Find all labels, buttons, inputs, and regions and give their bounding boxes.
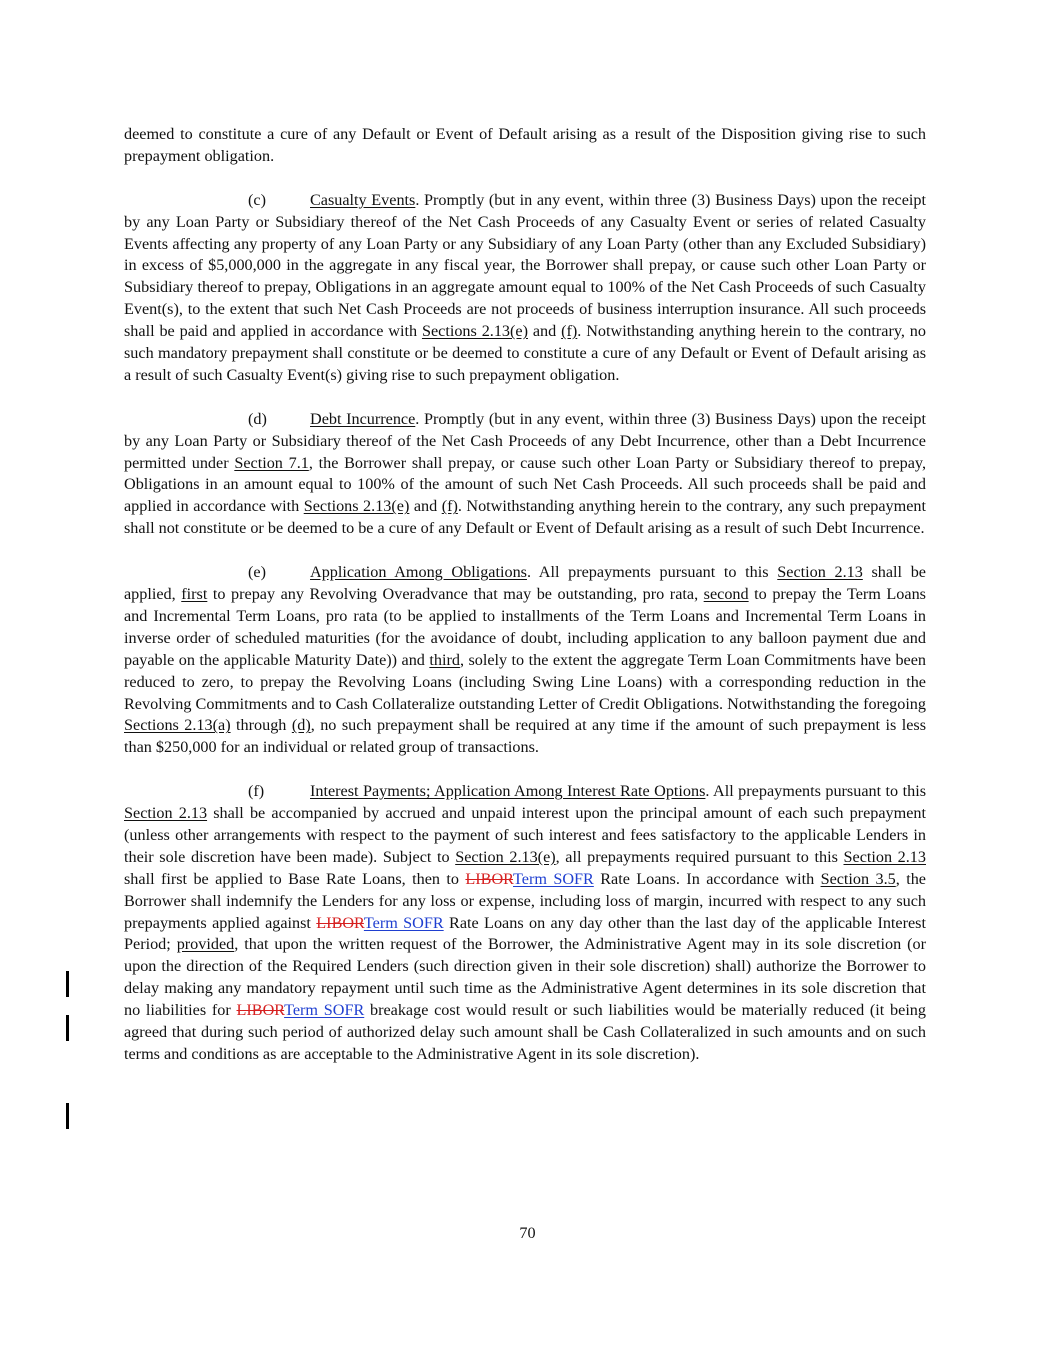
emphasis-second: second (703, 584, 749, 603)
xref-section: (f) (441, 497, 458, 516)
xref-section: Section 2.13 (843, 847, 926, 866)
paragraph-e: (e) Application Among Obligations. All prepayments pursuant to this Section 2.13 shall be applied, first to prepay any Revolving Overadvance that may be outstanding, pro rata, second to prepay the Term Loans and Incremental Term Loans, pro rata (to be applied to installments of the Term Loans and Incremental Term Loans in inverse order of scheduled maturities (for the avoidance of doubt, including application to any balloon payment due and payable on the applicable Maturity Date)) and third, solely to the extent the aggregate Term Loan Commitments have been reduced to zero, to prepay the Revolving Loans (including Swing Line Loans) with a corresponding reduction in the Revolving Commitments and to Cash Collateralize outstanding Letter of Credit Obligations. Notwithstanding the foregoing Sections 2.13(a) through (d), no such prepayment shall be required at any time if the amount of such prepayment is less than $250,000 for an individual or related group of transactions. (124, 563, 926, 757)
xref-section: Sections 2.13(e) (421, 322, 528, 341)
change-bar-3 (66, 1103, 69, 1129)
heading-application-among-obligations: Application Among Obligations (310, 563, 527, 582)
inserted-text: Term SOFR (513, 869, 594, 888)
paragraph-d: (d) Debt Incurrence. Promptly (but in any event, within three (3) Business Days) upon the receipt by any Loan Party or Subsidiary thereof of the Net Cash Proceeds of any Debt Incurrence, other than a Debt Incurrence permitted under Section 7.1, the Borrower shall prepay, or cause such other Loan Party or Subsidiary thereof to prepay, Obligations in an amount equal to 100% of the amount of such Net Cash Proceeds. All such proceeds shall be paid and applied in accordance with Sections 2.13(e) and (f). Notwithstanding anything herein to the contrary, any such prepayment shall not constitute or be deemed to be a cure of any Default or Event of Default arising as a result of such Debt Incurrence. (124, 409, 927, 538)
inserted-text: Term SOFR (284, 1001, 365, 1020)
change-bar-1 (66, 971, 69, 997)
xref-section: Section 2.13 (777, 563, 863, 582)
deleted-text: LIBOR (236, 1001, 285, 1020)
inserted-text: Term SOFR (363, 913, 444, 932)
heading-interest-payments: Interest Payments; Application Among Interest Rate Options (310, 782, 706, 801)
paragraph-c: (c) Casualty Events. Promptly (but in any event, within three (3) Business Days) upon the receipt by any Loan Party or Subsidiary thereof of the Net Cash Proceeds of any Casualty Event or series of related Casualty Events affecting any property of any Loan Party or any Subsidiary of any Loan Party (other than any Excluded Subsidiary) in excess of $5,000,000 in the aggregate in any fiscal year, the Borrower shall prepay, or cause such other Loan Party or Subsidiary thereof to prepay, Obligations in an aggregate amount equal to 100% of the Net Cash Proceeds of such Casualty Event(s), to the extent that such Net Cash Proceeds are not proceeds of business interruption insurance. All such proceeds shall be paid and applied in accordance with Sections 2.13(e) and (f). Notwithstanding anything herein to the contrary, no such mandatory prepayment shall constitute or be deemed to constitute a cure of any Default or Event of Default arising as a result of such Casualty Event(s) giving rise to such prepayment obligation. (124, 190, 926, 384)
section-label-e: (e) (248, 563, 266, 582)
xref-section: Section 7.1 (234, 453, 309, 472)
paragraph-f: (f) Interest Payments; Application Among Interest Rate Options. All prepayments pursuant to this Section 2.13 shall be accompanied by accrued and unpaid interest upon the principal amount of each such prepayment (unless other arrangements with respect to the payment of such interest and fees satisfactory to the applicable Lenders in their sole discretion have been made). Subject to Section 2.13(e), all prepayments required pursuant to this Section 2.13 shall first be applied to Base Rate Loans, then to LIBORTerm SOFR Rate Loans. In accordance with Section 3.5, the Borrower shall indemnify the Lenders for any loss or expense, including loss of margin, incurred with respect to any such prepayments applied against LIBORTerm SOFR Rate Loans on any day other than the last day of the applicable Interest Period; provided, that upon the written request of the Borrower, the Administrative Agent may in its sole discretion (or upon the direction of the Required Lenders (such direction given in their sole discretion) shall) authorize the Borrower to delay making any mandatory repayment until such time as the Administrative Agent determines in its sole discretion that no liabilities for LIBORTerm SOFR breakage cost would result or such liabilities would be materially reduced (it being agreed that during such period of authorized delay such amount shall be Cash Collateralized in such amounts and on such terms and conditions as are acceptable to the Administrative Agent in its sole discretion). (124, 782, 927, 1063)
deleted-text: LIBOR (465, 869, 513, 888)
section-label-f: (f) (248, 782, 265, 801)
heading-debt-incurrence: Debt Incurrence (310, 409, 416, 428)
emphasis-third: third (429, 650, 460, 669)
change-bar-2 (66, 1015, 69, 1041)
xref-section: Section 2.13(e) (455, 847, 556, 866)
heading-casualty-events: Casualty Events (310, 190, 416, 209)
xref-section: Sections 2.13(e) (303, 497, 410, 516)
page-number: 70 (519, 1224, 536, 1242)
emphasis-first: first (181, 584, 208, 603)
xref-section: Sections 2.13(a) (124, 716, 231, 735)
paragraph-continuation: deemed to constitute a cure of any Default or Event of Default arising as a result of the Disposition giving rise to such prepayment obligation. (124, 125, 926, 165)
xref-section: (f) (561, 322, 578, 341)
document-page (124, 124, 926, 1066)
xref-section: Section 3.5 (820, 869, 896, 888)
xref-section: (d) (291, 716, 311, 735)
section-label-c: (c) (248, 190, 266, 209)
deleted-text: LIBOR (316, 913, 364, 932)
section-label-d: (d) (248, 409, 267, 428)
xref-section: Section 2.13 (124, 804, 208, 823)
emphasis-provided: provided (176, 935, 235, 954)
